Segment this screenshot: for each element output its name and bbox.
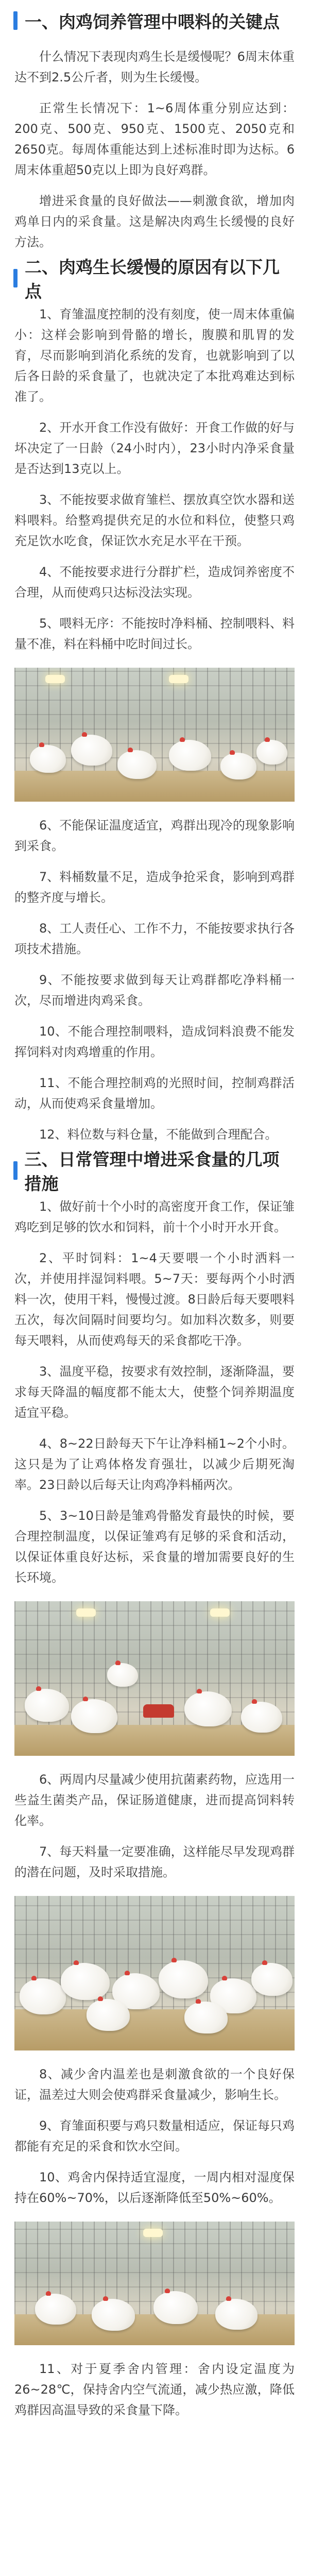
paragraph: 8、减少舍内温差也是刺激食欲的一个良好保证，温差过大则会使鸡群采食量减少，影响生长。 [14, 2067, 295, 2102]
title-accent-bar [13, 1161, 18, 1180]
paragraph: 增进采食量的良好做法——刺激食欲，增加肉鸡单日内的采食量。这是解决肉鸡生长缓慢的良好方法。 [14, 194, 295, 249]
paragraph: 1、做好前十个小时的高密度开食工作，保证雏鸡吃到足够的饮水和饲料，前十个小时开水开食。 [14, 1199, 295, 1234]
paragraph: 3、不能按要求做育雏栏、摆放真空饮水器和送料喂料。给整鸡提供充足的水位和料位，使整只鸡充足饮水吃食，保证饮水充足水平在干预。 [14, 493, 295, 548]
title-accent-bar [13, 269, 18, 287]
paragraph: 什么情况下表现肉鸡生长是缓慢呢？6周末体重达不到2.5公斤者，则为生长缓慢。 [14, 49, 295, 84]
paragraph: 10、鸡舍内保持适宜湿度，一周内相对湿度保持在60%~70%，以后逐渐降低至50%~60%。 [14, 2170, 295, 2205]
section-title-text: 二、肉鸡生长缓慢的原因有以下几点 [24, 257, 280, 301]
chicken-flock-photo-4 [14, 2222, 295, 2345]
paragraph: 1、育雏温度控制的没有刻度，使一周末体重偏小：这样会影响到骨骼的增长，腹膜和肌胃的发育，尽而影响到消化系统的发育，也就影响到了以后各日龄的采食量了，也就决定了本批鸡难达到标准了。 [14, 307, 295, 404]
title-accent-bar [13, 11, 18, 30]
paragraph: 5、3~10日龄是雏鸡骨骼发育最快的时候，要合理控制温度，以保证雏鸡有足够的采食和活动，以保证体重良好达标，采食量的增加需要良好的生长环境。 [14, 1509, 295, 1585]
paragraph: 6、不能保证温度适宜，鸡群出现冷的现象影响到采食。 [14, 818, 295, 853]
paragraph: 2、平时饲料：1~4天要喂一个小时洒料一次，并使用拌湿饲料喂。5~7天：要每两个小时洒料一次，使用干料，慢慢过渡。8日龄后每天要喂料五次，每次间隔时间要均匀。如加料次数多，则要每天喂料，从而使鸡每天的采食都吃干净。 [14, 1251, 295, 1348]
paragraph: 3、温度平稳，按要求有效控制，逐渐降温，要求每天降温的幅度都不能太大，使整个饲养期温度适宜平稳。 [14, 1364, 295, 1420]
section-title-1 [0, 0, 309, 41]
section-title-text: 三、日常管理中增进采食量的几项措施 [24, 1149, 280, 1194]
paragraph: 4、8~22日龄每天下午让净料桶1~2个小时。这只是为了让鸡体格发育强壮，以减少后期死淘率。23日龄以后每天让肉鸡净料桶两次。 [14, 1436, 295, 1492]
chicken-flock-photo-2 [14, 1601, 295, 1756]
paragraph: 4、不能按要求进行分群扩栏，造成饲养密度不合理，从而使鸡只达标没法实现。 [14, 565, 295, 600]
paragraph: 5、喂料无序：不能按时净料桶、控制喂料、料量不准，料在料桶中吃时间过长。 [14, 616, 295, 651]
paragraph: 11、对于夏季舍内管理：舍内设定温度为26~28℃，保持舍内空气流通，减少热应激，降低鸡群因高温导致的采食量下降。 [14, 2362, 295, 2417]
paragraph: 10、不能合理控制喂料，造成饲料浪费不能发挥饲料对肉鸡增重的作用。 [14, 1024, 295, 1059]
chicken-flock-photo-3 [14, 1896, 295, 2050]
paragraph: 7、每天料量一定要准确，这样能尽早发现鸡群的潜在问题，及时采取措施。 [14, 1844, 295, 1879]
paragraph: 12、料位数与料仓量，不能做到合理配合。 [39, 1127, 278, 1142]
paragraph: 9、不能按要求做到每天让鸡群都吃净料桶一次，尽而增进肉鸡采食。 [14, 973, 295, 1008]
paragraph: 7、料桶数量不足，造成争抢采食，影响到鸡群的整齐度与增长。 [14, 870, 295, 905]
section-title-2 [0, 258, 309, 299]
paragraph: 8、工人责任心、工作不力，不能按要求执行各项技术措施。 [14, 921, 295, 956]
chicken-flock-photo-1 [14, 668, 295, 802]
section-title-3 [0, 1149, 309, 1194]
paragraph: 正常生长情况下：1~6周体重分别应达到：200克、500克、950克、1500克、2050克和2650克。每周体重能达到上述标准时即为达标。6周末体重超50克以上即为良好鸡群。 [14, 101, 295, 177]
paragraph: 6、两周内尽量减少使用抗菌素药物，应选用一些益生菌类产品，保证肠道健康，进而提高饲料转化率。 [14, 1772, 295, 1828]
section-title-text: 一、肉鸡饲养管理中喂料的关键点 [25, 11, 280, 32]
paragraph: 11、不能合理控制鸡的光照时间，控制鸡群活动，从而使鸡采食量增加。 [14, 1076, 295, 1111]
paragraph: 2、开水开食工作没有做好：开食工作做的好与坏决定了一日龄（24小时内），23小时内净采食量是否达到13克以上。 [14, 420, 295, 476]
paragraph: 9、育雏面积要与鸡只数量相适应，保证每只鸡都能有充足的采食和饮水空间。 [14, 2119, 295, 2154]
